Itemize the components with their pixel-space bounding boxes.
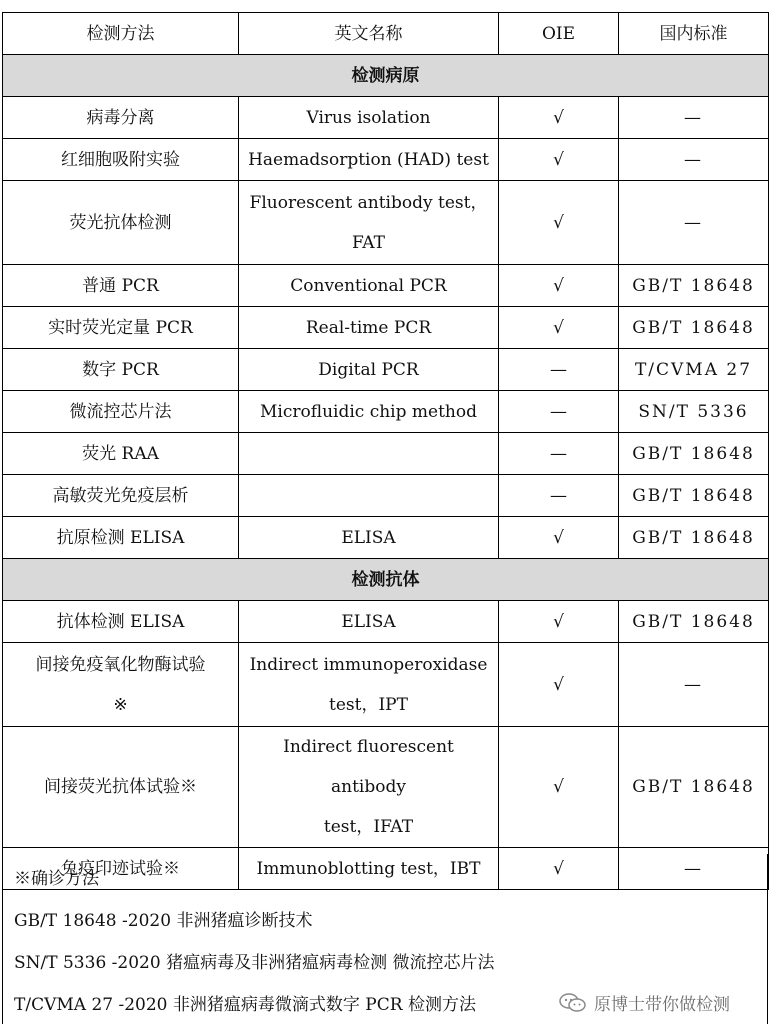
method-cell — [3, 307, 239, 349]
english-name-cell-line: Real-time PCR — [305, 317, 432, 338]
method-cell — [3, 517, 239, 559]
standard-cell: GB/T 18648 — [619, 307, 769, 349]
header-method: 检测方法 — [3, 13, 239, 55]
standard-cell: — — [619, 643, 769, 727]
method-cell-line: 红细胞吸附实验 — [61, 149, 180, 170]
section-header-row — [3, 55, 769, 97]
english-name-cell-line: Indirect immunoperoxidase — [249, 654, 488, 675]
table-body — [3, 13, 769, 890]
oie-cell: √ — [499, 307, 619, 349]
table-row — [3, 433, 769, 475]
standard-cell: GB/T 18648 — [619, 601, 769, 643]
method-cell-line: 普通 PCR — [82, 275, 159, 296]
table-row — [3, 97, 769, 139]
english-name-cell-line: ELISA — [341, 611, 396, 632]
table-row — [3, 391, 769, 433]
method-cell-line: 免疫印迹试验※ — [61, 858, 180, 879]
english-name-cell-line: Haemadsorption (HAD) test — [248, 149, 489, 170]
oie-cell: — — [499, 391, 619, 433]
table-row — [3, 643, 769, 727]
english-name-cell-line: test，IFAT — [323, 817, 414, 837]
wechat-icon — [558, 992, 588, 1014]
english-name-cell — [239, 643, 499, 727]
method-cell-line: 荧光 RAA — [82, 443, 159, 464]
table-row — [3, 601, 769, 643]
english-name-cell-line: Fluorescent antibody test， — [249, 192, 488, 213]
method-cell-line: 实时荧光定量 PCR — [48, 317, 193, 338]
oie-cell: √ — [499, 848, 619, 890]
english-name-cell — [239, 349, 499, 391]
method-cell-line: ※ — [113, 694, 128, 715]
english-name-cell — [239, 517, 499, 559]
oie-cell: √ — [499, 727, 619, 848]
english-name-cell-line: Virus isolation — [306, 107, 431, 128]
section-header-row — [3, 559, 769, 601]
method-cell-line: 荧光抗体检测 — [69, 212, 172, 233]
oie-cell: √ — [499, 139, 619, 181]
method-cell — [3, 727, 239, 848]
method-cell — [3, 433, 239, 475]
method-cell — [3, 349, 239, 391]
note-tcvma: T/CVMA 27 -2020 非洲猪瘟病毒微滴式数字 PCR 检测方法 — [14, 995, 476, 1015]
table-row — [3, 307, 769, 349]
note-gbt: GB/T 18648 -2020 非洲猪瘟诊断技术 — [14, 911, 313, 931]
english-name-cell-line: ELISA — [341, 527, 396, 548]
table-row — [3, 181, 769, 265]
table-row — [3, 727, 769, 848]
table-row — [3, 517, 769, 559]
method-cell — [3, 139, 239, 181]
method-cell-line: 数字 PCR — [82, 359, 159, 380]
english-name-cell — [239, 391, 499, 433]
english-name-cell — [239, 601, 499, 643]
english-name-cell-line: FAT — [351, 232, 385, 253]
standard-cell: — — [619, 181, 769, 265]
method-cell-line: 抗体检测 ELISA — [56, 611, 185, 632]
header-standard: 国内标准 — [619, 13, 769, 55]
standard-cell: GB/T 18648 — [619, 727, 769, 848]
method-cell-line: 病毒分离 — [86, 107, 155, 128]
standard-cell: GB/T 18648 — [619, 517, 769, 559]
standard-cell: — — [619, 97, 769, 139]
english-name-cell-line: Conventional PCR — [290, 275, 447, 296]
table-row — [3, 265, 769, 307]
standard-cell: GB/T 18648 — [619, 265, 769, 307]
watermark-text: 原博士带你做检测 — [594, 995, 730, 1015]
english-name-cell-line: test，IPT — [329, 694, 408, 715]
english-name-cell-line: Immunoblotting test，IBT — [256, 858, 481, 879]
method-cell — [3, 181, 239, 265]
english-name-cell — [239, 475, 499, 517]
english-name-cell — [239, 97, 499, 139]
note-confirm: ※确诊方法 — [14, 869, 99, 889]
header-english: 英文名称 — [239, 13, 499, 55]
table-row — [3, 475, 769, 517]
standard-cell: — — [619, 139, 769, 181]
oie-cell: √ — [499, 97, 619, 139]
table-row — [3, 139, 769, 181]
header-oie: OIE — [499, 13, 619, 55]
standard-cell: — — [619, 848, 769, 890]
oie-cell: √ — [499, 265, 619, 307]
oie-cell: √ — [499, 643, 619, 727]
english-name-cell — [239, 433, 499, 475]
english-name-cell-line: Indirect fluorescent antibody — [283, 737, 454, 797]
standard-cell: T/CVMA 27 — [619, 349, 769, 391]
method-cell-line: 高敏荧光免疫层析 — [52, 485, 189, 506]
method-cell — [3, 265, 239, 307]
oie-cell: — — [499, 349, 619, 391]
section-title: 检测抗体 — [3, 559, 769, 601]
method-cell — [3, 475, 239, 517]
oie-cell: √ — [499, 181, 619, 265]
method-cell-line: 微流控芯片法 — [69, 401, 172, 422]
header-row — [3, 13, 769, 55]
method-cell-line: 间接荧光抗体试验※ — [44, 777, 197, 797]
method-cell — [3, 601, 239, 643]
method-cell — [3, 97, 239, 139]
method-cell — [3, 643, 239, 727]
english-name-cell — [239, 181, 499, 265]
english-name-cell-line: Digital PCR — [318, 359, 419, 380]
oie-cell: √ — [499, 517, 619, 559]
table-row — [3, 349, 769, 391]
oie-cell: √ — [499, 601, 619, 643]
standard-cell: GB/T 18648 — [619, 433, 769, 475]
english-name-cell — [239, 307, 499, 349]
note-snt: SN/T 5336 -2020 猪瘟病毒及非洲猪瘟病毒检测 微流控芯片法 — [14, 953, 495, 973]
watermark — [558, 990, 730, 1015]
english-name-cell — [239, 265, 499, 307]
section-title: 检测病原 — [3, 55, 769, 97]
method-cell-line: 抗原检测 ELISA — [56, 527, 185, 548]
standard-cell: GB/T 18648 — [619, 475, 769, 517]
oie-cell: — — [499, 475, 619, 517]
method-cell-line: 间接免疫氧化物酶试验 — [35, 654, 206, 675]
oie-cell: — — [499, 433, 619, 475]
standard-cell: SN/T 5336 — [619, 391, 769, 433]
method-cell — [3, 391, 239, 433]
english-name-cell-line: Microfluidic chip method — [260, 401, 477, 422]
detection-methods-table — [2, 12, 769, 890]
english-name-cell — [239, 139, 499, 181]
english-name-cell — [239, 727, 499, 848]
